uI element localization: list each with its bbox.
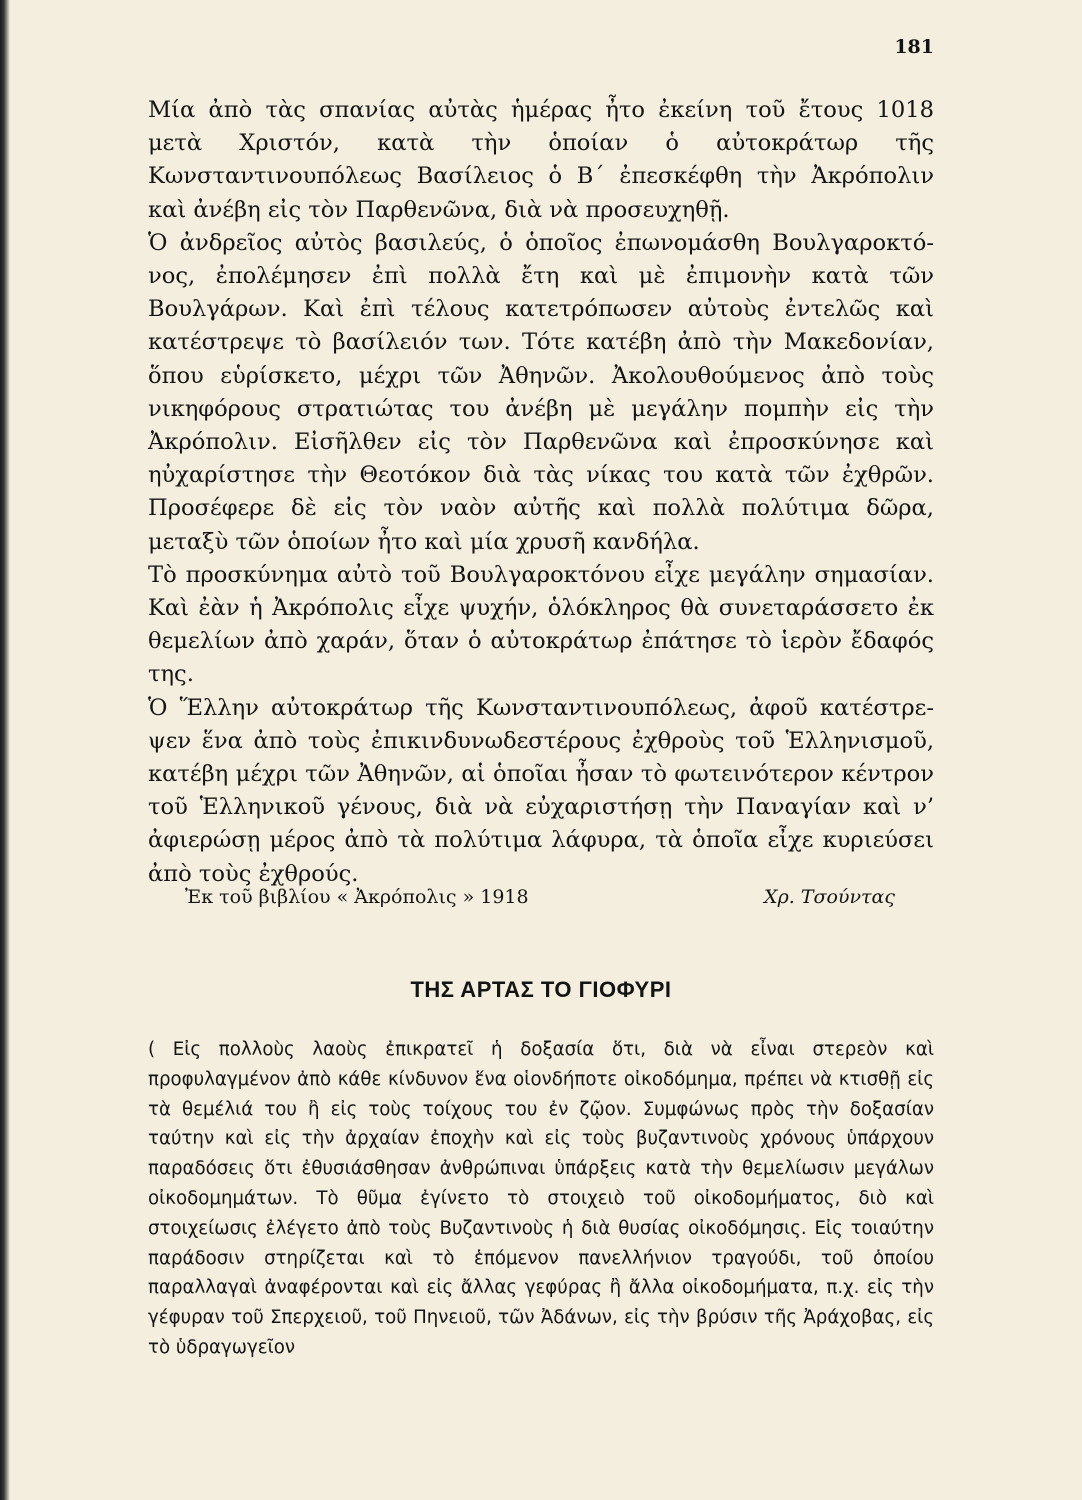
citation-line [185, 882, 895, 912]
section-title: ΤΗΣ ΑΡΤΑΣ ΤΟ ΓΙΟΦΥΡΙ [410, 977, 672, 1002]
citation-source: Ἐκ τοῦ βιβλίου « Ἀκρόπολις » 1918 [185, 886, 529, 908]
paragraph: Μία ἀπὸ τὰς σπανίας αὐτὰς ἡμέρας ἦτο ἐκείνη τοῦ ἔτους 1018 μετὰ Χριστόν, κατὰ τὴν ὁποίαν ὁ αὐτοκράτωρ τῆς Κωνσταντινουπόλεως Βασίλειος ὁ Β΄ ἐπεσκέφθη τὴν Ἀκρόπολιν καὶ ἀνέβη εἰς τὸν Παρθενῶνα, διὰ νὰ προσευχηθῇ. [148, 97, 934, 223]
page-edge-shadow [0, 0, 10, 1500]
main-passage [148, 94, 934, 891]
paragraph: Ὁ Ἕλλην αὐτοκράτωρ τῆς Κωνσταντινουπόλεως, ἀφοῦ κατέστρεψεν ἕνα ἀπὸ τοὺς ἐπικινδυνωδεστέρους ἐχθροὺς τοῦ Ἑλληνισμοῦ, κατέβη μέχρι τῶν Ἀθηνῶν, αἱ ὁποῖαι ἦσαν τὸ φωτεινότερον κέντρον τοῦ Ἑλληνικοῦ γένους, διὰ νὰ εὐχαριστήσῃ τὴν Παναγίαν καὶ ν’ ἀφιερώσῃ μέρος ἀπὸ τὰ πολύτιμα λάφυρα, τὰ ὁποῖα εἶχε κυριεύσει ἀπὸ τοὺς ἐχθρούς. [148, 694, 934, 887]
paragraph: Τὸ προσκύνημα αὐτὸ τοῦ Βουλγαροκτόνου εἶχε μεγάλην σημασίαν. Καὶ ἐὰν ἡ Ἀκρόπολις εἶχε ψυχήν, ὁλόκληρος θὰ συνεταράσσετο ἐκ θεμελίων ἀπὸ χαράν, ὅταν ὁ αὐτοκράτωρ ἐπάτησε τὸ ἱερὸν ἔδαφός της. [148, 561, 934, 688]
paragraph: Ὁ ἀνδρεῖος αὐτὸς βασιλεύς, ὁ ὁποῖος ἐπωνομάσθη Βουλγαροκτόνος, ἐπολέμησεν ἐπὶ πολλὰ ἔτη καὶ μὲ ἐπιμονὴν κατὰ τῶν Βουλγάρων. Καὶ ἐπὶ τέλους κατετρόπωσεν αὐτοὺς ἐντελῶς καὶ κατέστρεψε τὸ βασίλειόν των. Τότε κατέβη ἀπὸ τὴν Μακεδονίαν, ὅπου εὑρίσκετο, μέχρι τῶν Ἀθηνῶν. Ἀκολουθούμενος ἀπὸ τοὺς νικηφόρους στρατιώτας του ἀνέβη μὲ μεγάλην πομπὴν εἰς τὴν Ἀκρόπολιν. Εἰσῆλθεν εἰς τὸν Παρθενῶνα καὶ ἐπροσκύνησε καὶ ηὐχαρίστησε τὴν Θεοτόκον διὰ τὰς νίκας του κατὰ τῶν ἐχθρῶν. Προσέφερε δὲ εἰς τὸν ναὸν αὐτῆς καὶ πολλὰ πολύτιμα δῶρα, μεταξὺ τῶν ὁποίων ἦτο καὶ μία χρυσῆ κανδήλα. [148, 229, 934, 555]
intro-paragraph: ( Εἰς πολλοὺς λαοὺς ἐπικρατεῖ ἡ δοξασία ὅτι, διὰ νὰ εἶναι στερεὸν καὶ προφυλαγμένον ἀπὸ κάθε κίνδυνον ἕνα οἱονδήποτε οἰκοδόμημα, πρέπει νὰ κτισθῇ εἰς τὰ θεμέλιά του ἢ εἰς τοὺς τοίχους του ἐν ζῷον. Συμφώνως πρὸς τὴν δοξασίαν ταύτην καὶ εἰς τὴν ἀρχαίαν ἐποχὴν καὶ εἰς τοὺς βυζαντινοὺς χρόνους ὑπάρχουν παραδόσεις ὅτι ἐθυσιάσθησαν ἀνθρώπιναι ὑπάρξεις κατὰ τὴν θεμελίωσιν μεγάλων οἰκοδομημάτων. Τὸ θῦμα ἐγίνετο τὸ στοιχειὸ τοῦ οἰκοδομήματος, διὸ καὶ στοιχείωσις ἐλέγετο ἀπὸ τοὺς Βυζαντινοὺς ἡ διὰ θυσίας οἰκοδόμησις. Εἰς τοιαύτην παράδοσιν στηρίζεται καὶ τὸ ἑπόμενον πανελλήνιον τραγούδι, τοῦ ὁποίου παραλλαγαὶ ἀναφέρονται καὶ εἰς ἄλλας γεφύρας ἢ ἄλλα οἰκοδομήματα, π.χ. εἰς τὴν γέφυραν τοῦ Σπερχειοῦ, τοῦ Πηνειοῦ, τῶν Ἀδάνων, εἰς τὴν βρύσιν τῆς Ἀράχοβας, εἰς τὸ ὑδραγωγεῖον [148, 1039, 934, 1358]
page-number: 181 [894, 36, 934, 58]
section-intro [148, 1035, 934, 1363]
citation-author: Χρ. Τσούντας [764, 886, 895, 908]
